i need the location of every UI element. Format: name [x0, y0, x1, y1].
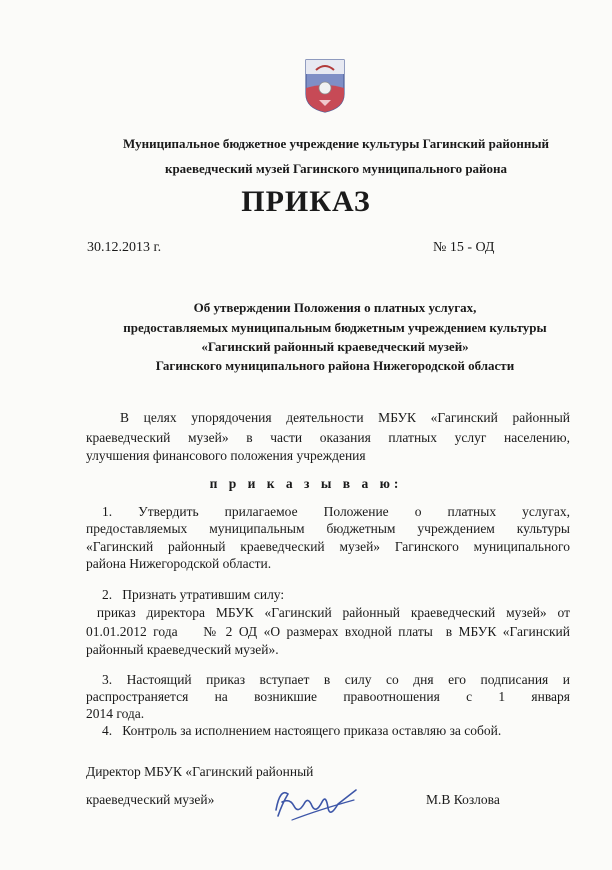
document-number: № 15 - ОД: [433, 240, 495, 255]
document-date: 30.12.2013 г.: [87, 240, 162, 255]
signatory-title-line-2: краеведческий музей»: [86, 792, 215, 807]
signatory-name: М.В Козлова: [426, 792, 500, 807]
item-1-line: района Нижегородской области.: [86, 556, 272, 571]
item-2-line: районный краеведческий музей».: [86, 642, 279, 657]
item-1-line: 1. Утвердить прилагаемое Положение о платных услугах,: [102, 504, 570, 519]
preamble-line: краеведческий музей» в части оказания платных услуг населению,: [86, 430, 570, 445]
item-3-line: распространяется на возникшие правоотношения с 1 января: [86, 689, 570, 704]
item-3-line: 3. Настоящий приказ вступает в силу со дня его подписания и: [102, 672, 570, 687]
order-word: п р и к а з ы в а ю:: [209, 476, 403, 491]
signatory-title-line-1: Директор МБУК «Гагинский районный: [86, 764, 314, 779]
item-2-line: 2. Признать утратившим силу:: [102, 587, 285, 602]
organization-name-line-1: Муниципальное бюджетное учреждение культуры Гагинский районный: [123, 136, 549, 151]
item-1-line: «Гагинский районный краеведческий музей» Гагинского муниципального: [86, 539, 570, 554]
handwritten-signature: [268, 780, 360, 826]
subject-line: предоставляемых муниципальным бюджетным учреждением культуры: [123, 320, 547, 335]
preamble-line: улучшения финансового положения учреждения: [86, 448, 366, 463]
coat-of-arms-emblem: [304, 58, 346, 114]
subject-line: Гагинского муниципального района Нижегородской области: [155, 358, 515, 373]
item-2-line: 01.01.2012 года № 2 ОД «О размерах входной платы в МБУК «Гагинский: [86, 624, 570, 639]
subject-line: «Гагинский районный краеведческий музей»: [201, 339, 469, 354]
item-2-line: приказ директора МБУК «Гагинский районный краеведческий музей» от: [86, 605, 570, 620]
organization-name-line-2: краеведческий музей Гагинского муниципального района: [164, 161, 508, 176]
item-4-line: 4. Контроль за исполнением настоящего приказа оставляю за собой.: [102, 723, 502, 738]
subject-line: Об утверждении Положения о платных услугах,: [193, 300, 477, 315]
preamble-line: В целях упорядочения деятельности МБУК «Гагинский районный: [120, 410, 570, 425]
document-title: ПРИКАЗ: [241, 185, 371, 218]
item-1-line: предоставляемых муниципальным бюджетным учреждением культуры: [86, 521, 570, 536]
item-3-line: 2014 года.: [86, 706, 145, 721]
